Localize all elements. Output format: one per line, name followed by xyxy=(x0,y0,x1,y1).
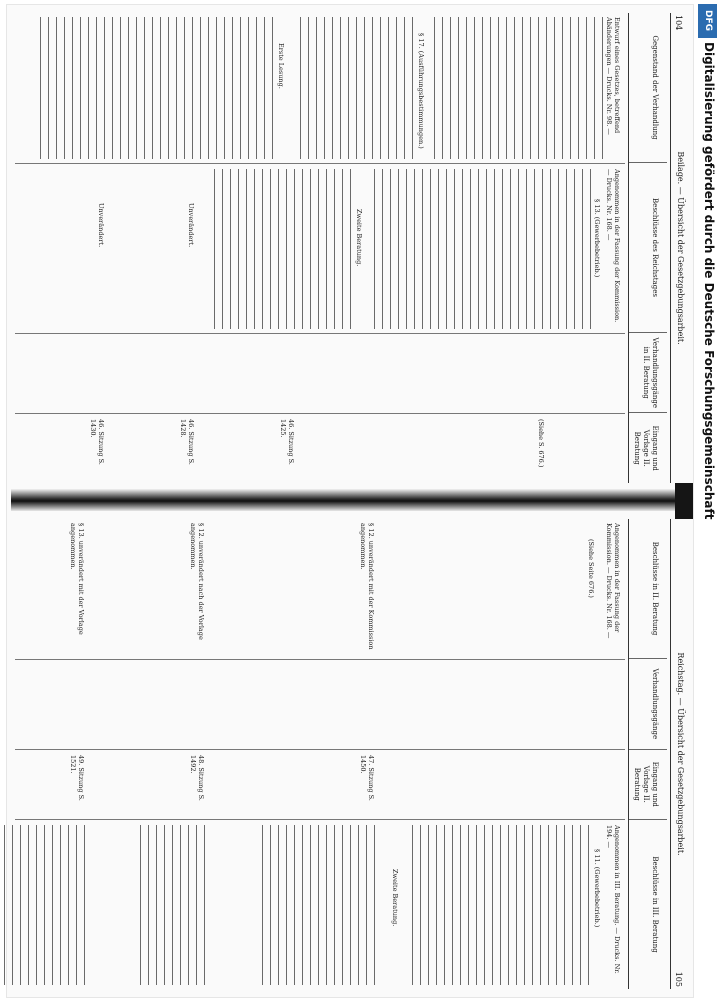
book-gutter xyxy=(11,489,689,511)
text-block xyxy=(211,169,351,329)
text-entry: § 12. unverändert mit der Kommission angenommen. xyxy=(359,523,375,650)
text-entry: 48. Sitzung S. 1492. xyxy=(189,755,205,801)
left-page-header xyxy=(670,13,685,483)
text-block xyxy=(255,825,375,985)
text-entry: § 13. unverändert mit der Vorlage angenommen. xyxy=(69,523,85,635)
text-entry: § 17. (Ausführungsbestimmungen.) xyxy=(417,33,425,149)
dfg-banner xyxy=(696,0,719,1000)
text-entry: Angenommen in III. Beratung. — Drucks. Nr. 194. — xyxy=(605,825,621,974)
text-entry: 46. Sitzung S. 1425. xyxy=(279,419,295,465)
text-entry: 49. Sitzung S. 1521. xyxy=(69,755,85,801)
text-block xyxy=(433,17,603,159)
text-block xyxy=(33,17,273,159)
text-entry: Unverändert. xyxy=(97,203,105,248)
text-entry: Unverändert. xyxy=(187,203,195,248)
text-entry: (Siehe S. 676.) xyxy=(537,419,545,468)
text-block xyxy=(371,169,591,329)
text-entry: Zweite Beratung. xyxy=(391,869,399,927)
text-entry: 46. Sitzung S. 1428. xyxy=(179,419,195,465)
left-column-headers xyxy=(628,13,667,483)
book-spread xyxy=(7,5,693,997)
column-rule xyxy=(15,163,625,164)
text-entry: Zweite Beratung. xyxy=(355,209,363,267)
left-page-body xyxy=(15,13,625,483)
right-col-head-4: Beschlüsse in III. Beratung xyxy=(651,856,659,953)
right-column-headers xyxy=(628,519,667,989)
left-page xyxy=(15,13,685,483)
right-col-head-1: Beschlüsse in II. Beratung xyxy=(629,519,667,659)
right-col-head-3: Eingang und Vorlage II. Beratung xyxy=(629,750,667,821)
right-page-header xyxy=(670,519,685,989)
text-block xyxy=(293,17,413,159)
left-col-head-4: Eingang und Vorlage II. Beratung xyxy=(633,425,659,471)
text-entry: Angenommen in der Fassung der Kommission. — Drucks. Nr. 168. — xyxy=(605,169,621,323)
right-page-body xyxy=(15,519,625,989)
column-rule xyxy=(15,413,625,414)
column-rule xyxy=(15,749,625,750)
right-header-title: Reichstag. — Übersicht der Gesetzgebungsarbeit. xyxy=(676,652,685,856)
text-entry: § 11. (Gewerbebetrieb.) xyxy=(593,849,601,928)
column-rule xyxy=(15,333,625,334)
text-block xyxy=(135,825,205,985)
left-page-number: 104 xyxy=(674,15,683,31)
left-col-head-2: Beschlüsse des Reichstages xyxy=(629,163,667,333)
dfg-funding-notice: Digitalisierung gefördert durch die Deutsche Forschungsgemeinschaft xyxy=(702,42,716,520)
dfg-logo: DFG xyxy=(698,4,717,38)
scanned-spread xyxy=(6,4,694,998)
text-entry: 47. Sitzung S. 1450. xyxy=(359,755,375,801)
text-block xyxy=(0,825,85,985)
text-entry: 46. Sitzung S. 1430. xyxy=(89,419,105,465)
right-col-head-2: Verhandlungsgänge xyxy=(629,659,667,749)
left-header-title: Beilage. — Übersicht der Gesetzgebungsarbeit. xyxy=(676,151,685,345)
text-entry: (Siehe Seite 676.) xyxy=(587,539,595,598)
text-entry: § 12. unverändert nach der Vorlage angenommen. xyxy=(189,523,205,640)
right-page-number: 105 xyxy=(674,971,683,987)
right-page xyxy=(15,519,685,989)
text-entry: Angenommen in der Fassung der Kommission. — Drucks. Nr. 168. — xyxy=(605,523,621,639)
column-rule xyxy=(15,659,625,660)
page-clip xyxy=(675,483,693,519)
text-entry: Entwurf eines Gesetzes, betreffend Abänderungen — Drucks. Nr. 98. — xyxy=(605,17,621,135)
left-col-head-1: Gegenstand der Verhandlung xyxy=(629,13,667,163)
text-entry: Erste Lesung. xyxy=(277,43,285,89)
text-block xyxy=(409,825,589,985)
left-col-head-3: Verhandlungsgänge in II. Beratung xyxy=(629,333,667,413)
column-rule xyxy=(15,819,625,820)
text-entry: § 13. (Gewerbebetrieb.) xyxy=(593,199,601,278)
